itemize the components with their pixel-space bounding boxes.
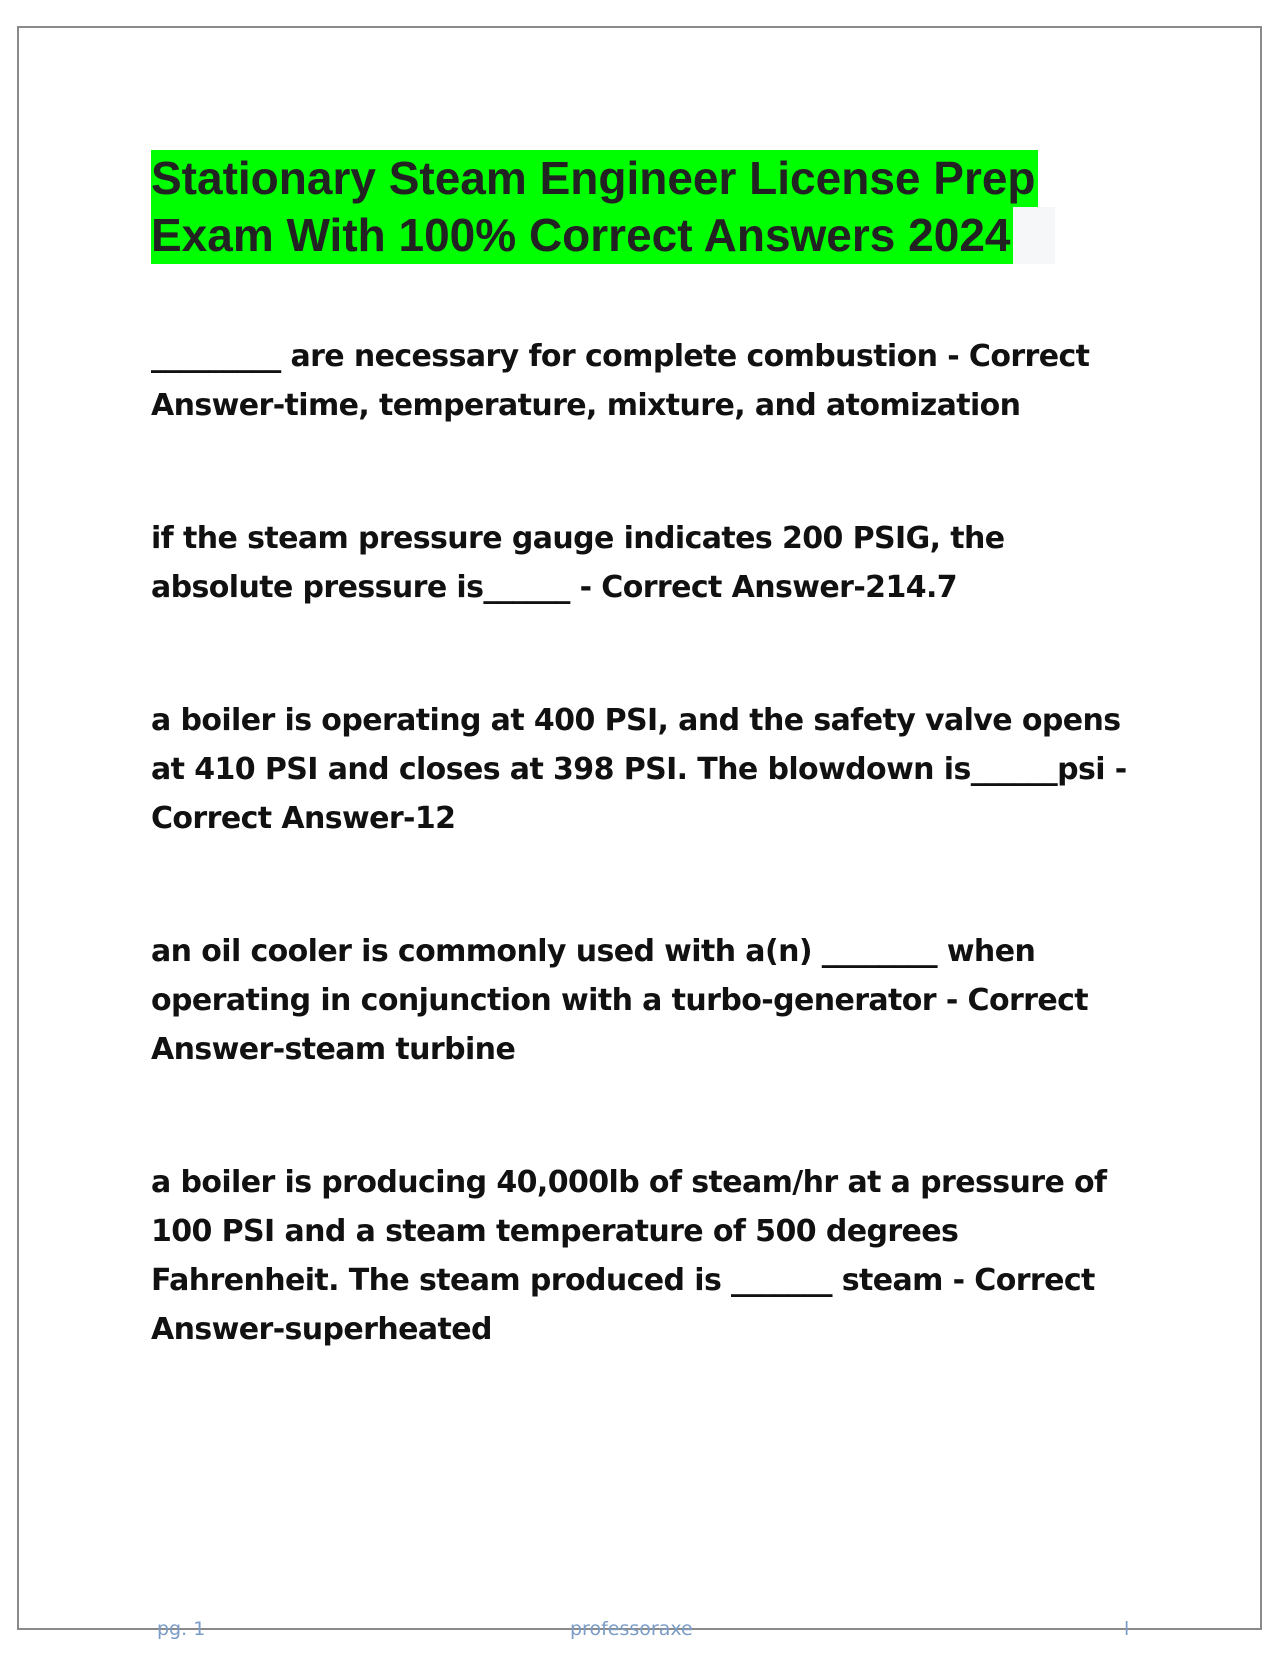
document-title	[151, 150, 1131, 264]
footer-author: professoraxe	[570, 1618, 693, 1640]
question-list	[151, 332, 1141, 1438]
title-line-1: Stationary Steam Engineer License Prep	[151, 150, 1038, 207]
question-item-4: an oil cooler is commonly used with a(n) ________ when operating in conjunction with a turbo-generator - Correct Answer-steam turbine	[151, 934, 1089, 1067]
question-item-2: if the steam pressure gauge indicates 200 PSIG, the absolute pressure is______ - Correct Answer-214.7	[151, 521, 1005, 605]
question-item-3: a boiler is operating at 400 PSI, and the safety valve opens at 410 PSI and closes at 398 PSI. The blowdown is______psi - Correct Answer-12	[151, 703, 1127, 836]
page-number: pg. 1	[157, 1618, 206, 1640]
footer-mark: l	[1124, 1618, 1130, 1640]
title-line-2: Exam With 100% Correct Answers 2024	[151, 207, 1013, 264]
question-item-1: _________ are necessary for complete combustion - Correct Answer-time, temperature, mixture, and atomization	[151, 339, 1090, 423]
question-item-5: a boiler is producing 40,000lb of steam/hr at a pressure of 100 PSI and a steam temperature of 500 degrees Fahrenheit. The steam produced is _______ steam - Correct Answer-superheated	[151, 1165, 1107, 1347]
page-footer	[0, 1618, 1280, 1642]
